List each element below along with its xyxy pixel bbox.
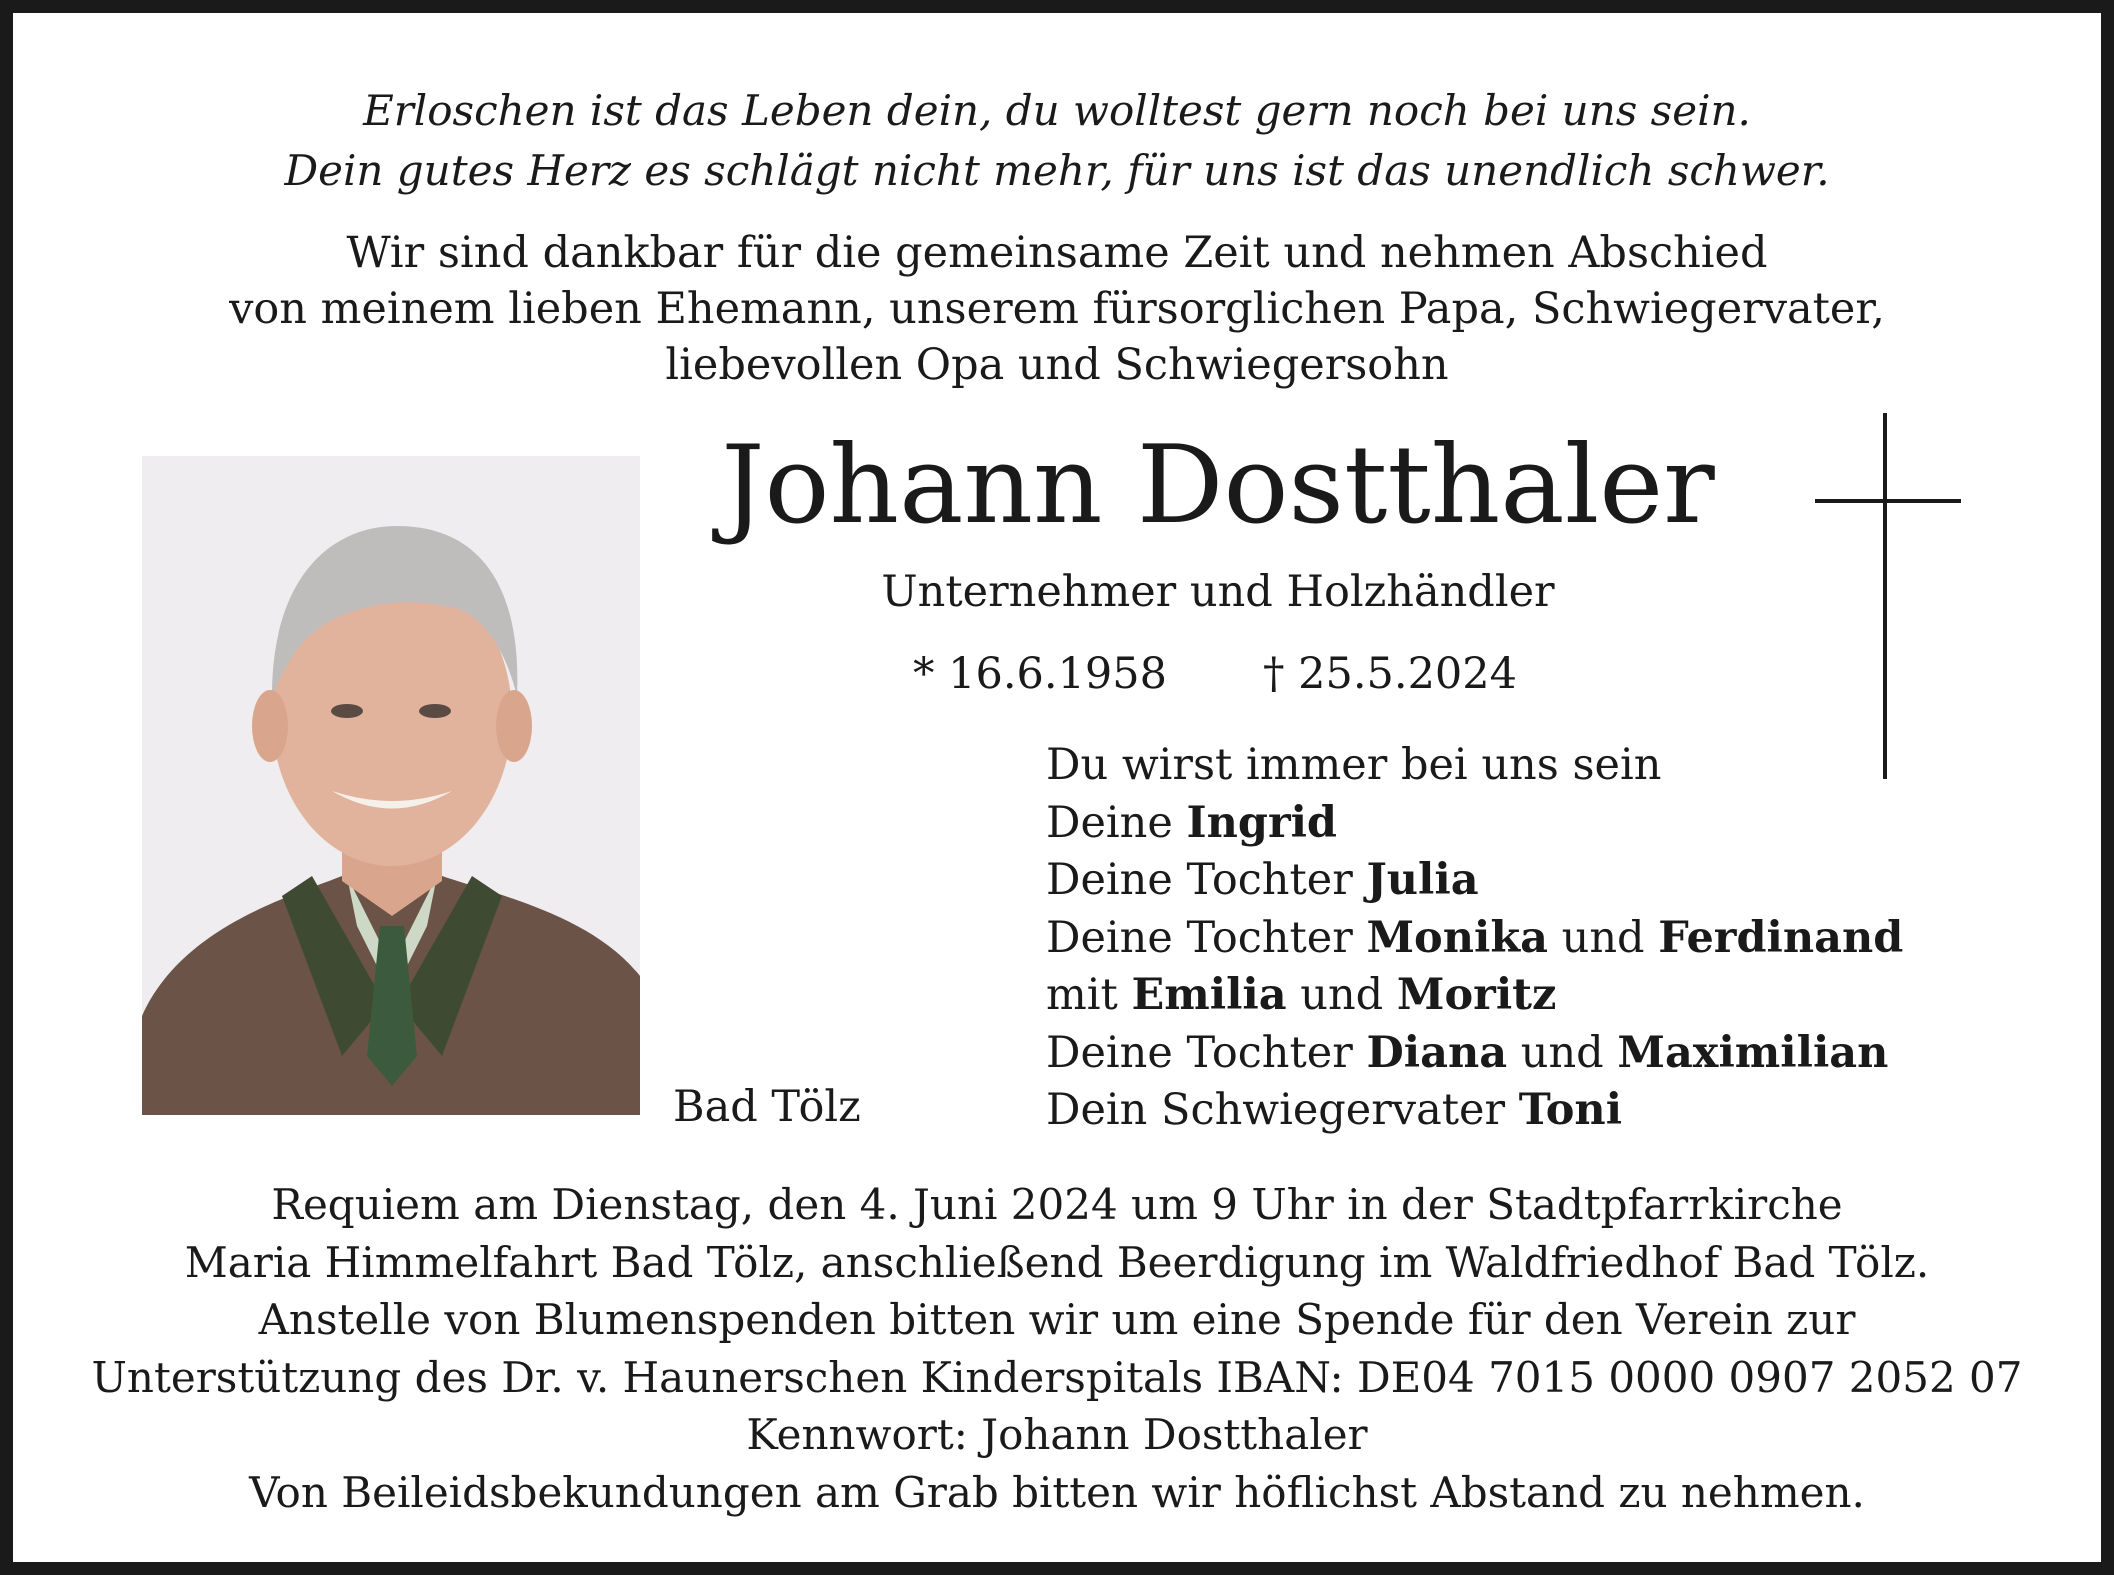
closing-line-4: Unterstützung des Dr. v. Haunerschen Kinderspitals IBAN: DE04 7015 0000 0907 2052 07: [91, 1352, 2023, 1402]
mourner-text: Dein Schwiegervater: [1046, 1085, 1519, 1135]
mourner-name: Diana: [1366, 1027, 1508, 1078]
closing-line-3: Anstelle von Blumenspenden bitten wir um eine Spende für den Verein zur: [258, 1295, 1856, 1344]
mourner-name: Maximilian: [1617, 1027, 1889, 1078]
intro-line-2: von meinem lieben Ehemann, unserem fürsorglichen Papa, Schwiegervater,: [229, 284, 1885, 334]
mourners-list: [1046, 737, 1903, 1140]
closing-line-1: Requiem am Dienstag, den 4. Juni 2024 um 9 Uhr in der Stadtpfarrkirche: [271, 1180, 1843, 1229]
city-name: Bad Tölz: [673, 1082, 861, 1132]
intro-line-1: Wir sind dankbar für die gemeinsame Zeit und nehmen Abschied: [346, 228, 1768, 278]
mourner-name: Ingrid: [1186, 797, 1337, 848]
mourner-name: Toni: [1518, 1085, 1623, 1135]
poem-line-1: Erloschen ist das Leben dein, du wolltest gern noch bei uns sein.: [363, 86, 1751, 135]
cross-vertical-bar: [1883, 413, 1887, 779]
mourner-text: Deine Tochter: [1046, 855, 1367, 905]
mourner-name: Emilia: [1131, 970, 1287, 1020]
mourner-line: [1046, 1025, 1903, 1083]
portrait-photo: [142, 456, 640, 1115]
closing-line-6: Von Beileidsbekundungen am Grab bitten wir höflichst Abstand zu nehmen.: [249, 1467, 1865, 1517]
mourner-line: [1046, 737, 1903, 795]
mourner-line: [1046, 910, 1903, 968]
poem-line-2: Dein gutes Herz es schlägt nicht mehr, für uns ist das unendlich schwer.: [284, 146, 1830, 195]
service-details: [13, 1176, 2101, 1521]
memorial-poem: [13, 81, 2101, 201]
deceased-occupation: Unternehmer und Holzhändler: [881, 567, 1555, 617]
birth-date: * 16.6.1958: [913, 649, 1168, 699]
intro-line-3: liebevollen Opa und Schwiegersohn: [665, 340, 1449, 390]
mourner-name: Monika: [1366, 912, 1548, 963]
mourner-text: Deine: [1046, 797, 1187, 848]
mourner-text: und: [1507, 1027, 1618, 1078]
closing-line-5: Kennwort: Johann Dostthaler: [746, 1410, 1368, 1459]
mourner-text: und: [1286, 970, 1397, 1020]
mourner-line: [1046, 795, 1903, 853]
mourner-name: Julia: [1366, 855, 1479, 905]
farewell-intro: [13, 225, 2101, 393]
cross-horizontal-bar: [1815, 499, 1961, 503]
portrait-illustration: [142, 456, 640, 1115]
closing-line-2: Maria Himmelfahrt Bad Tölz, anschließend Beerdigung im Waldfriedhof Bad Tölz.: [184, 1237, 1930, 1287]
mourner-name: Ferdinand: [1658, 912, 1904, 963]
mourner-line: [1046, 1082, 1903, 1140]
mourner-name: Moritz: [1396, 970, 1557, 1020]
mourner-text: Deine Tochter: [1046, 1027, 1367, 1078]
mourner-text: Du wirst immer bei uns sein: [1046, 740, 1662, 790]
mourner-text: mit: [1046, 970, 1132, 1020]
mourner-line: [1046, 967, 1903, 1025]
mourner-text: und: [1548, 912, 1659, 963]
mourner-line: [1046, 852, 1903, 910]
deceased-name: Johann Dostthaler: [721, 423, 1715, 548]
mourner-text: Deine Tochter: [1046, 912, 1367, 963]
death-date: † 25.5.2024: [1263, 649, 1518, 699]
